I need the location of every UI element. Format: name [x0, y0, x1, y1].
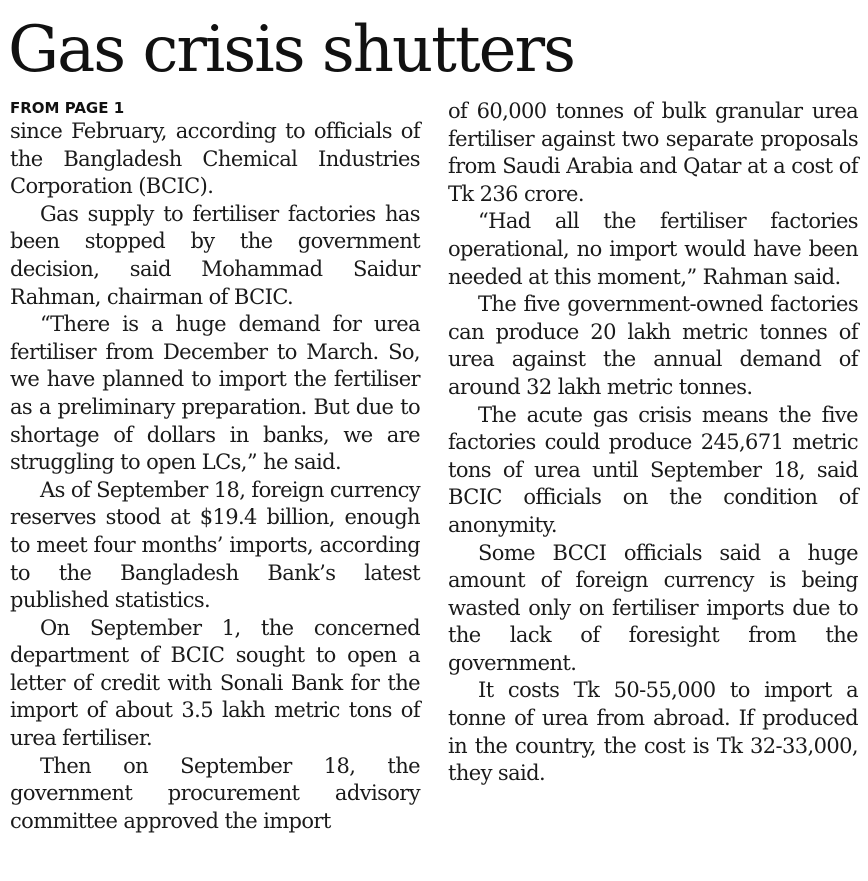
paragraph: The acute gas crisis means the five factories could produce 245,671 metric tons of urea until September 18, said BCIC officials on the condition of anonymity. — [448, 402, 858, 537]
paragraph: “Had all the fertiliser factories operational, no import would have been needed at this moment,” Rahman said. — [448, 209, 858, 289]
paragraph: It costs Tk 50-55,000 to import a tonne of urea from abroad. If produced in the country, the cost is Tk 32-33,000, they said. — [448, 678, 858, 786]
paragraph: Gas supply to fertiliser factories has been stopped by the government decision, said Mohammad Saidur Rahman, chairman of BCIC. — [10, 201, 420, 309]
paragraph: “There is a huge demand for urea fertiliser from December to March. So, we have planned to import the fertiliser as a preliminary preparation. But due to shortage of dollars in banks, we are struggling to open LCs,” he said. — [10, 312, 420, 475]
paragraph: On September 1, the concerned department of BCIC sought to open a letter of credit with Sonali Bank for the import of about 3.5 lakh metric tons of urea fertiliser. — [10, 615, 420, 751]
paragraph: The five government-owned factories can produce 20 lakh metric tonnes of urea against the annual demand of around 32 lakh metric tonnes. — [448, 292, 858, 399]
paragraph: As of September 18, foreign currency reserves stood at $19.4 billion, enough to meet four months’ imports, according to the Bangladesh Bank’s latest published statistics. — [10, 477, 420, 613]
right-column — [448, 98, 858, 835]
article-body — [10, 98, 858, 835]
left-column — [10, 98, 420, 835]
continuation-kicker: FROM PAGE 1 — [10, 99, 125, 117]
paragraph: Then on September 18, the government procurement advisory committee approved the import — [10, 753, 420, 833]
paragraph: of 60,000 tonnes of bulk granular urea fertiliser against two separate proposals from Saudi Arabia and Qatar at a cost of Tk 236 crore. — [448, 99, 858, 206]
paragraph: Some BCCI officials said a huge amount of foreign currency is being wasted only on fertiliser imports due to the lack of foresight from the government. — [448, 540, 858, 675]
paragraph: since February, according to officials of the Bangladesh Chemical Industries Corporation (BCIC). — [10, 119, 420, 199]
headline: Gas crisis shutters — [8, 13, 574, 87]
